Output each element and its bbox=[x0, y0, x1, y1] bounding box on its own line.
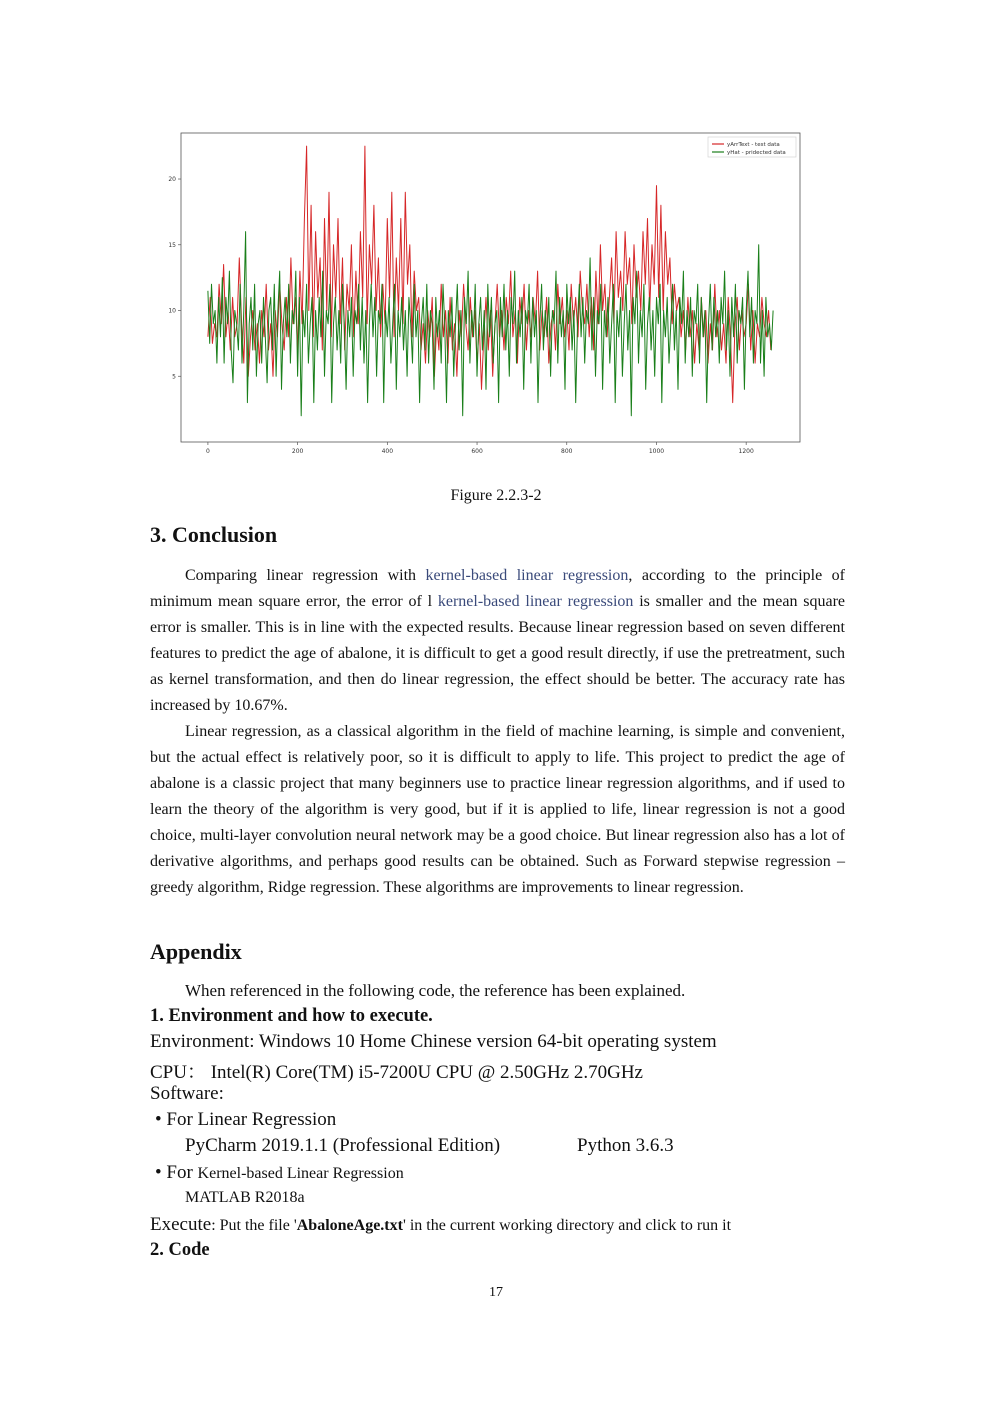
page-number: 17 bbox=[489, 1285, 503, 1300]
regression-line-chart bbox=[150, 125, 810, 460]
y-tick-label-20: 20 bbox=[168, 176, 176, 184]
p1-text-c: , according to the principle of minimum mean square error, the error of l bbox=[150, 567, 845, 610]
x-tick-label-600: 600 bbox=[471, 448, 483, 455]
environment-line: Environment: Windows 10 Home Chinese version 64-bit operating system bbox=[150, 1031, 717, 1052]
figure-caption: Figure 2.2.3-2 bbox=[450, 487, 542, 504]
conclusion-paragraph-1 bbox=[150, 563, 845, 719]
y-tick-label-5: 5 bbox=[172, 373, 176, 381]
p1-term-1: kernel-based linear regression bbox=[425, 567, 629, 584]
software-linear-regression: • For Linear Regression bbox=[155, 1109, 337, 1130]
sw2-name: Kernel-based Linear Regression bbox=[197, 1165, 404, 1182]
environment-heading: 1. Environment and how to execute. bbox=[150, 1006, 433, 1026]
p1-text-e: is smaller and the mean square error is smaller. This is in line with the expected results. Because linear regression based on seven different features to predict the age of abalone, it is difficult to get a good result directly, if use the pretreatment, such as kernel transformation, and then do linear regression, the effect should be better. The accuracy rate has increased by 10.67%. bbox=[150, 593, 845, 714]
x-tick-label-800: 800 bbox=[561, 448, 573, 455]
x-tick-label-0: 0 bbox=[205, 448, 210, 455]
software-label: Software: bbox=[150, 1083, 224, 1104]
legend-label-0: yArrText - test data bbox=[727, 142, 780, 148]
matlab-version: MATLAB R2018a bbox=[185, 1189, 305, 1206]
execute-label: Execute bbox=[150, 1214, 212, 1235]
execute-filename: AbaloneAge.txt bbox=[296, 1217, 403, 1234]
conclusion-heading: 3. Conclusion bbox=[150, 522, 278, 547]
y-tick-label-15: 15 bbox=[168, 241, 176, 249]
appendix-heading: Appendix bbox=[150, 939, 242, 964]
cpu-line: CPU： Intel(R) Core(TM) i5-7200U CPU @ 2.50GHz 2.70GHz bbox=[150, 1062, 643, 1083]
sw2-prefix: • For bbox=[155, 1162, 198, 1183]
software-kernel-regression bbox=[155, 1162, 404, 1184]
execute-line bbox=[150, 1214, 731, 1236]
x-tick-label-400: 400 bbox=[381, 448, 394, 455]
execute-text-a: : Put the file ' bbox=[211, 1217, 297, 1234]
legend-label-1: yHat - pridected data bbox=[727, 150, 786, 156]
p1-text-a: Comparing linear regression with bbox=[185, 567, 426, 584]
y-tick-label-10: 10 bbox=[168, 307, 176, 315]
conclusion-paragraph-2: Linear regression, as a classical algorithm in the field of machine learning, is simple and convenient, but the actual effect is relatively poor, so it is difficult to apply to life. This project to predict the age of abalone is a classic project that many beginners use to practice linear regression algorithms, and if used to learn the theory of the algorithm is very good, but if it is applied to life, linear regression is not a good choice, multi-layer convolution neural network may be a good choice. But linear regression also has a lot of derivative algorithms, and perhaps good results can be obtained. Such as Forward stepwise regression – greedy algorithm, Ridge regression. These algorithms are improvements to linear regression. bbox=[150, 723, 845, 896]
appendix-intro: When referenced in the following code, the reference has been explained. bbox=[185, 981, 686, 1000]
x-tick-label-1200: 1200 bbox=[738, 448, 754, 455]
pycharm-version: PyCharm 2019.1.1 (Professional Edition) bbox=[185, 1135, 501, 1156]
execute-text-b: ' in the current working directory and click to run it bbox=[402, 1217, 732, 1234]
python-version: Python 3.6.3 bbox=[577, 1135, 674, 1156]
x-tick-label-1000: 1000 bbox=[648, 448, 665, 455]
x-tick-label-200: 200 bbox=[291, 448, 304, 455]
code-heading: 2. Code bbox=[150, 1240, 210, 1260]
chart-svg bbox=[150, 125, 810, 460]
p1-term-2: kernel-based linear regression bbox=[437, 593, 634, 610]
